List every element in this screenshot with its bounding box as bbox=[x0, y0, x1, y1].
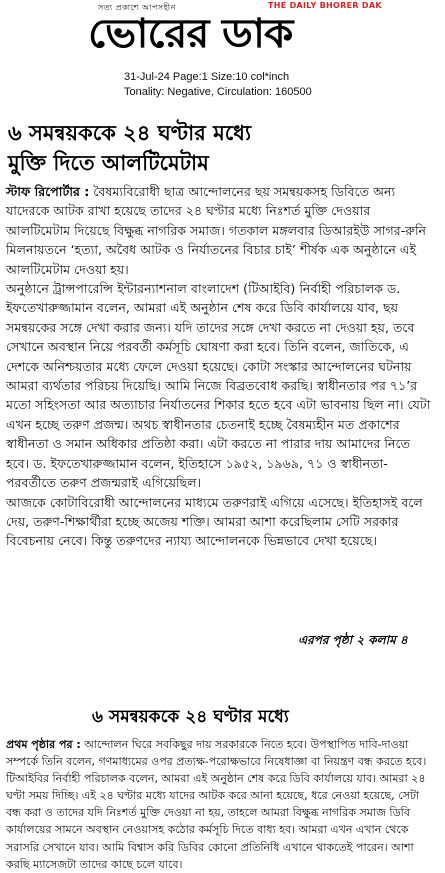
masthead-english-name: THE DAILY BHORER DAK bbox=[268, 1, 382, 10]
continuation-body bbox=[6, 736, 436, 873]
headline-line2: মুক্তি দিতে আলটিমেটাম bbox=[8, 151, 209, 175]
clip-meta-line1: 31-Jul-24 Page:1 Size:10 col*inch bbox=[124, 71, 290, 83]
masthead-tagline: সত্য প্রকাশে আপসহীন bbox=[98, 3, 176, 12]
continuation-text: আন্দোলন ঘিরে সবকিছুর দায় সরকারকে নিতে হবে। উপস্থাপিত দাবি-দাওয়া সম্পর্কে তিনি বলেন, গণমাধ্যমের ওপর প্রত্যক্ষ-পরোক্ষভাবে নিষেধাজ্ঞা বা নিয়ন্ত্রণ বন্ধ করতে হবে। টিআইবির নির্বাহী পরিচালক বলেন, আমরা এই অনুষ্ঠান শেষ করে ডিবি কার্যালয়ে যাব। আমরা ২৪ ঘণ্টা সময় দিচ্ছি। এই ২৪ ঘণ্টার মধ্যে যাদের আটক করে আনা হয়েছে, ধরে নেওয়া হয়েছে, সেটা বন্ধ করা ও তাদের যদি নিঃশর্ত মুক্তি দেওয়া না হয়, তাহলে আমরা বিক্ষুব্ধ নাগরিক সমাজ ডিবি কার্যালয়ের সামনে অবস্থান নেওয়াসহ কঠোর কর্মসূচি দিতে বাধ্য হব। আমরা এখন এখান থেকে সরাসরি সেখানে যাব। আমি বিশ্বাস করি ডিবির কোনো প্রতিনিধি এখানে থাকতেই পারেন। আশা করছি ম্যাসেজটা তাদের কাছে চলে যাবে। bbox=[6, 738, 427, 871]
continuation-lead: প্রথম পৃষ্ঠার পর : bbox=[6, 738, 81, 751]
article-body bbox=[6, 182, 436, 551]
headline-line1: ৬ সমন্বয়ককে ২৪ ঘণ্টার মধ্যে bbox=[8, 121, 252, 145]
article-para1 bbox=[6, 182, 436, 279]
clip-meta-line2: Tonality: Negative, Circulation: 160500 bbox=[124, 86, 312, 98]
article-headline bbox=[8, 118, 438, 178]
jump-line: এরপর পৃষ্ঠা ২ কলাম ৪ bbox=[298, 633, 408, 647]
byline: স্টাফ রিপোর্টার : bbox=[6, 184, 90, 199]
clip-meta bbox=[124, 70, 312, 100]
continuation-headline: ৬ সমন্বয়ককে ২৪ ঘণ্টার মধ্যে bbox=[92, 707, 289, 727]
newspaper-logo: ভোরের ডাক bbox=[88, 11, 293, 57]
article-para2: অনুষ্ঠানে ট্রান্সপারেন্সি ইন্টারন্যাশনাল বাংলাদেশ (টিআইবি) নির্বাহী পরিচালক ড. ইফতেখারুজ্জামান বলেন, আমরা এই অনুষ্ঠান শেষ করে ডিবি কার্যালয়ে যাব, ছয় সমন্বয়কের সঙ্গে দেখা করার জন্য। যদি তাদের সঙ্গে দেখা করতে না দেওয়া হয়, তবে সেখানে অবস্থান নিয়ে পরবর্তী কর্মসূচি ঘোষণা করা হবে। তিনি বলেন, জাতিকে, এ দেশকে অনিশ্চয়তার মধ্যে ফেলে দেওয়া হয়েছে। কোটা সংস্কার আন্দোলনের ঘটনায় আমরা ব্যর্থতার পরিচয় দিয়েছি। আমি নিজে বিব্রতবোধ করছি। স্বাধীনতার পর ৭১’র মতো সহিংসতা আর অত্যাচার নির্যাতনের শিকার হতে হবে এটা ভাবনায় ছিল না। যেটা এখন হচ্ছে তরুণ প্রজন্ম। অথচ স্বাধীনতার চেতনাই হচ্ছে বৈষম্যহীন মত প্রকাশের স্বাধীনতা ও সমান অধিকার প্রতিষ্ঠা করা। এটা করতে না পারার দায় আমাদের নিতে হবে। ড. ইফতেখারুজ্জামান বলেন, ইতিহাসে ১৯৫২, ১৯৬৯, ৭১ ও স্বাধীনতা-পরবর্তীতে তরুণ প্রজন্মরাই এগিয়েছিল। bbox=[6, 281, 431, 491]
para1-text: বৈষম্যবিরোধী ছাত্র আন্দোলনের ছয় সমন্বয়কসহ ডিবিতে অন্য যাদেরকে আটক রাখা হয়েছে তাদের ২৪ ঘণ্টার মধ্যে নিঃশর্ত মুক্তি দেওয়ার আলটিমেটাম দিয়েছে বিক্ষুব্ধ নাগরিক সমাজ। গতকাল মঙ্গলবার ডিআরইউ সাগর-রুনি মিলনায়তনে ‘হত্যা, অবৈধ আটক ও নির্যাতনের বিচার চাই’ শীর্ষক এক অনুষ্ঠানে এই আলটিমেটাম দেওয়া হয়। bbox=[6, 184, 427, 277]
article-para3: আজকে কোটাবিরোধী আন্দোলনের মাধ্যমে তরুণরাই এগিয়ে এসেছে। ইতিহাসই বলে দেয়, তরুণ-শিক্ষার্থীরা হচ্ছে অজেয় শক্তি। আমরা আশা করেছিলাম সেটি সরকার বিবেচনায় নেবে। কিন্তু তরুণদের ন্যায্য আন্দোলনকে ভিন্নভাবে দেখা হয়েছে। bbox=[6, 494, 423, 549]
masthead bbox=[0, 0, 445, 70]
